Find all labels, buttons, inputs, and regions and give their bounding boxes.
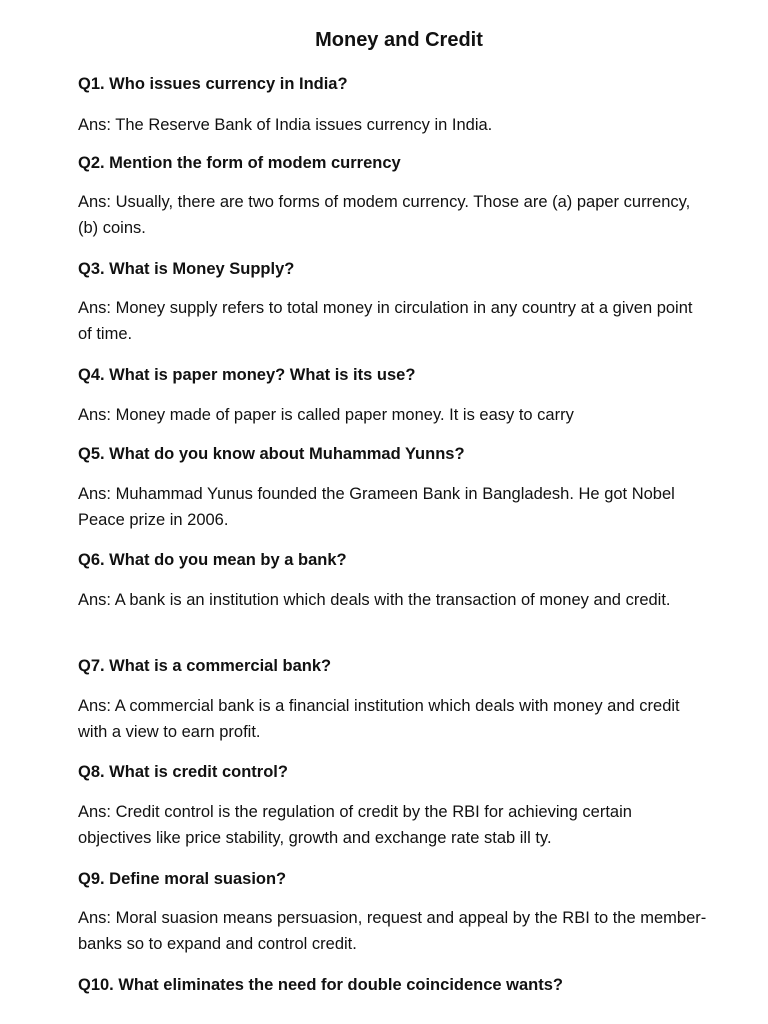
answer-7: Ans: A commercial bank is a financial institution which deals with money and credit with a view to earn profit. bbox=[78, 697, 680, 741]
qa-item-8 bbox=[78, 761, 708, 847]
qa-item-10 bbox=[78, 974, 708, 996]
answer-3: Ans: Money supply refers to total money in circulation in any country at a given point of time. bbox=[78, 299, 693, 343]
answer-4: Ans: Money made of paper is called paper money. It is easy to carry bbox=[78, 406, 574, 424]
answer-1: Ans: The Reserve Bank of India issues currency in India. bbox=[78, 116, 493, 134]
question-2: Q2. Mention the form of modem currency bbox=[78, 154, 401, 172]
qa-item-6 bbox=[78, 549, 708, 609]
question-5: Q5. What do you know about Muhammad Yunns? bbox=[78, 445, 465, 463]
question-6: Q6. What do you mean by a bank? bbox=[78, 551, 347, 569]
question-3: Q3. What is Money Supply? bbox=[78, 260, 295, 278]
answer-9: Ans: Moral suasion means persuasion, request and appeal by the RBI to the member-banks so to expand and control credit. bbox=[78, 909, 707, 953]
answer-8: Ans: Credit control is the regulation of credit by the RBI for achieving certain objectives like price stability, growth and exchange rate stab ill ty. bbox=[78, 803, 632, 847]
qa-item-9 bbox=[78, 868, 708, 953]
qa-item-1 bbox=[78, 73, 708, 134]
answer-2: Ans: Usually, there are two forms of modem currency. Those are (a) paper currency, (b) coins. bbox=[78, 193, 691, 237]
answer-5: Ans: Muhammad Yunus founded the Grameen Bank in Bangladesh. He got Nobel Peace prize in 2006. bbox=[78, 485, 675, 529]
page-title: Money and Credit bbox=[315, 29, 483, 51]
qa-item-7 bbox=[78, 655, 708, 741]
question-4: Q4. What is paper money? What is its use? bbox=[78, 366, 416, 384]
question-7: Q7. What is a commercial bank? bbox=[78, 657, 332, 675]
question-10: Q10. What eliminates the need for double coincidence wants? bbox=[78, 976, 564, 994]
qa-item-3 bbox=[78, 258, 708, 343]
question-1: Q1. Who issues currency in India? bbox=[78, 75, 348, 93]
answer-6: Ans: A bank is an institution which deals with the transaction of money and credit. bbox=[78, 591, 671, 609]
qa-item-4 bbox=[78, 364, 708, 424]
qa-item-2 bbox=[78, 152, 708, 237]
qa-item-5 bbox=[78, 443, 708, 529]
question-9: Q9. Define moral suasion? bbox=[78, 870, 287, 888]
question-8: Q8. What is credit control? bbox=[78, 763, 288, 781]
